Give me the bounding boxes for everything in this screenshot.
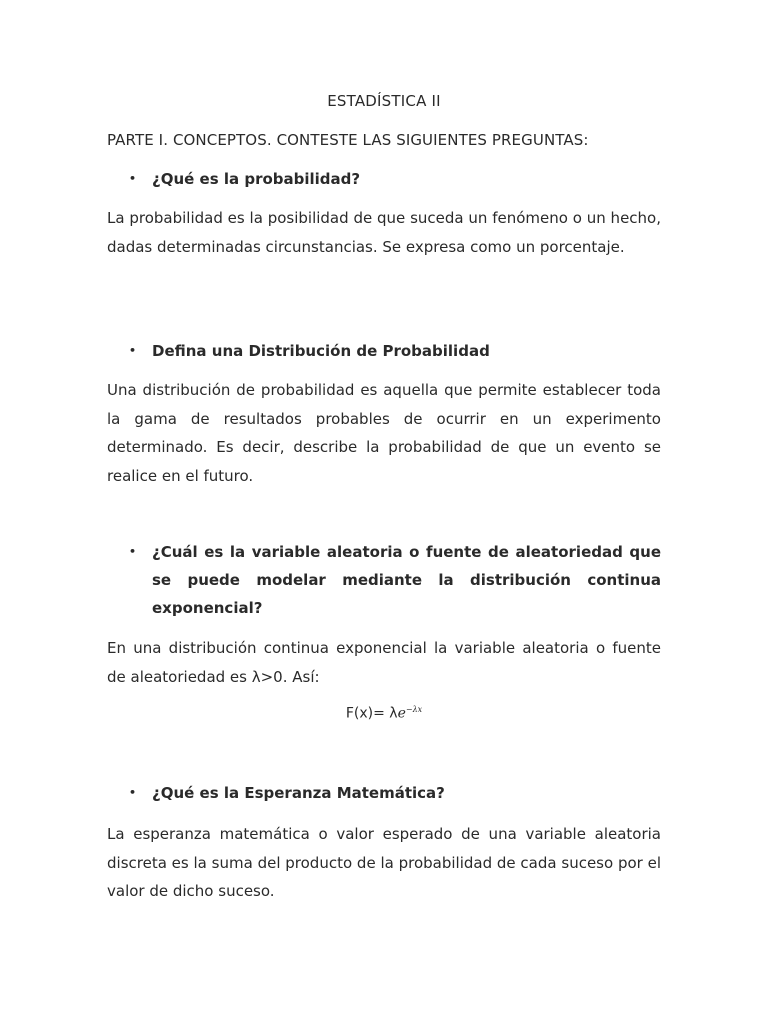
answer-4: La esperanza matemática o valor esperado de una variable aleatoria discreta es la suma del producto de la probabilidad de cada suceso por el valor de dicho suceso. (107, 825, 661, 900)
formula-exponent: −λx (405, 705, 423, 714)
question-4-text: ¿Qué es la Esperanza Matemática? (152, 784, 445, 802)
formula-base: e (397, 705, 406, 722)
part-heading: PARTE I. CONCEPTOS. CONTESTE LAS SIGUIENTES PREGUNTAS: (107, 131, 589, 149)
question-2-text: Defina una Distribución de Probabilidad (152, 342, 490, 360)
question-4 (107, 779, 661, 807)
question-2 (107, 337, 661, 365)
question-3-text: ¿Cuál es la variable aleatoria o fuente de aleatoriedad que se puede modelar mediante la distribución continua exponencial? (152, 543, 661, 617)
answer-3: En una distribución continua exponencial la variable aleatoria o fuente de aleatoriedad es λ>0. Así: (107, 639, 661, 686)
bullet-icon: • (129, 172, 137, 185)
question-3 (107, 538, 661, 622)
document-title: ESTADÍSTICA II (327, 92, 441, 110)
bullet-icon: • (129, 344, 137, 357)
question-1 (107, 165, 661, 193)
bullet-icon: • (129, 786, 137, 799)
answer-2: Una distribución de probabilidad es aquella que permite establecer toda la gama de resultados probables de ocurrir en un experimento determinado. Es decir, describe la probabilidad de que un evento se realice en el futuro. (107, 381, 661, 485)
question-1-text: ¿Qué es la probabilidad? (152, 170, 361, 188)
formula-lhs: F(x)= λ (345, 705, 398, 722)
answer-1: La probabilidad es la posibilidad de que suceda un fenómeno o un hecho, dadas determinadas circunstancias. Se expresa como un porcentaje. (107, 209, 661, 256)
bullet-icon: • (129, 545, 137, 558)
exponential-formula (107, 705, 661, 722)
